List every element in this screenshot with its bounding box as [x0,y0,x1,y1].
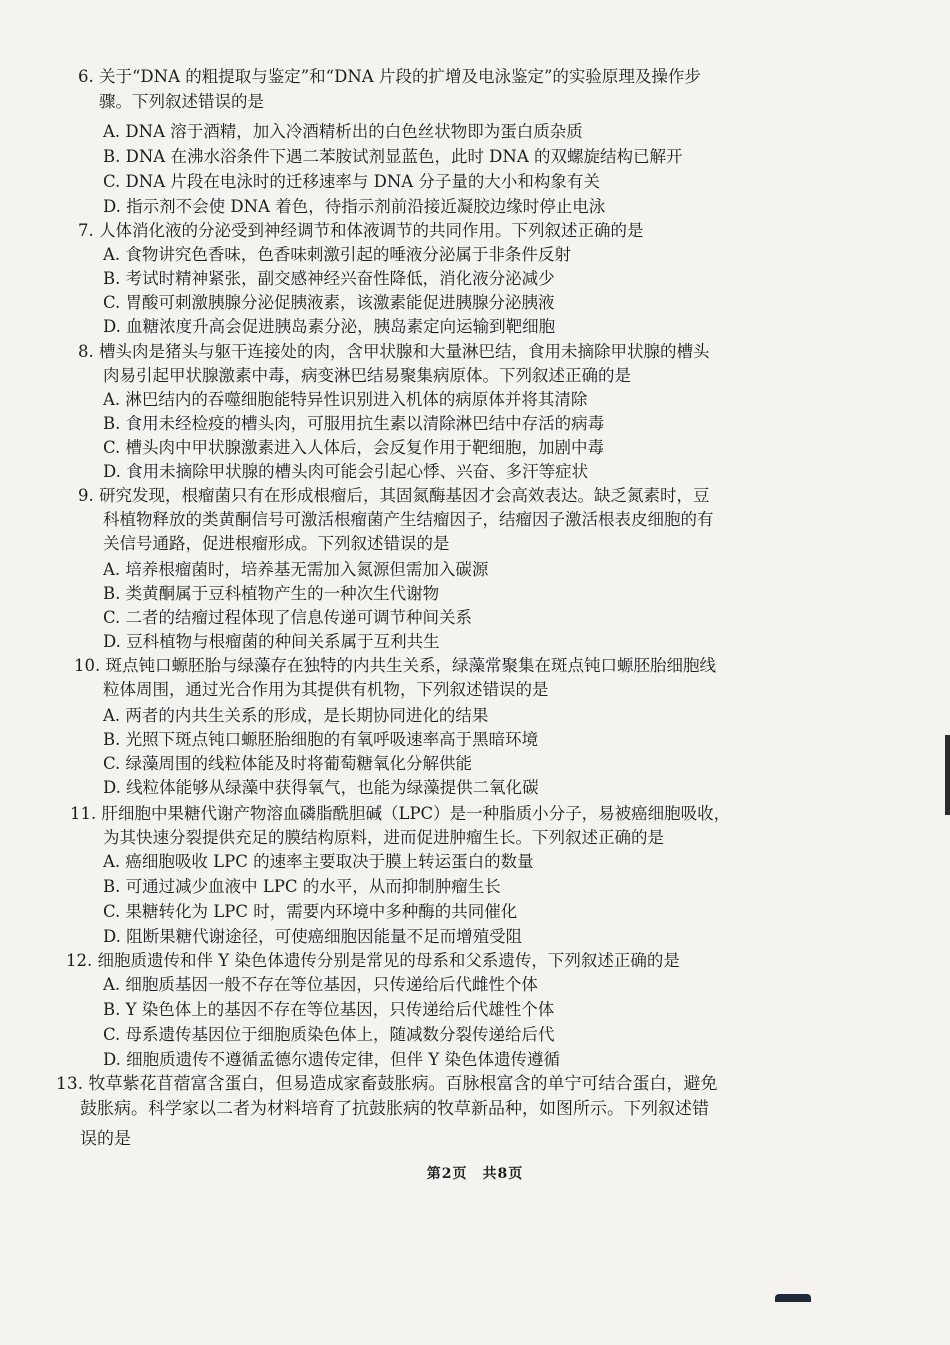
q8-option-a: A. 淋巴结内的吞噬细胞能特异性识别进入机体的病原体并将其清除 [103,390,588,409]
q8-option-d: D. 食用未摘除甲状腺的槽头肉可能会引起心悸、兴奋、多汗等症状 [103,462,589,481]
q10-option-a: A. 两者的内共生关系的形成，是长期协同进化的结果 [103,706,489,725]
q11-option-d: D. 阻断果糖代谢途径，可使癌细胞因能量不足而增殖受阻 [103,927,523,946]
q9-stem-line2: 科植物释放的类黄酮信号可激活根瘤菌产生结瘤因子，结瘤因子激活根表皮细胞的有 [103,510,714,529]
page-tab-mark [775,1294,811,1302]
q7-option-d: D. 血糖浓度升高会促进胰岛素分泌，胰岛素定向运输到靶细胞 [103,317,556,336]
q9-stem-line3: 关信号通路，促进根瘤形成。下列叙述错误的是 [103,534,450,553]
q6-option-c: C. DNA 片段在电泳时的迁移速率与 DNA 分子量的大小和构象有关 [103,172,600,191]
q10-option-d: D. 线粒体能够从绿藻中获得氧气，也能为绿藻提供二氧化碳 [103,778,539,797]
q8-stem-line2: 肉易引起甲状腺激素中毒，病变淋巴结易聚集病原体。下列叙述正确的是 [103,366,631,385]
q7-option-a: A. 食物讲究色香味，色香味刺激引起的唾液分泌属于非条件反射 [103,245,571,264]
q12-option-c: C. 母系遗传基因位于细胞质染色体上，随减数分裂传递给后代 [103,1025,555,1044]
q10-option-c: C. 绿藻周围的线粒体能及时将葡萄糖氧化分解供能 [103,754,473,773]
q10-stem-line1: 10. 斑点钝口螈胚胎与绿藻存在独特的内共生关系，绿藻常聚集在斑点钝口螈胚胎细胞线 [74,656,716,675]
q7-option-c: C. 胃酸可刺激胰腺分泌促胰液素，该激素能促进胰腺分泌胰液 [103,293,555,312]
q8-stem-line1: 8. 槽头肉是猪头与躯干连接处的肉，含甲状腺和大量淋巴结，食用未摘除甲状腺的槽头 [78,342,710,361]
q7-option-b: B. 考试时精神紧张，副交感神经兴奋性降低，消化液分泌减少 [103,269,555,288]
q12-stem-line1: 12. 细胞质遗传和伴 Y 染色体遗传分别是常见的母系和父系遗传，下列叙述正确的是 [66,951,680,970]
q13-stem-line1: 13. 牧草紫花苜蓿富含蛋白，但易造成家畜鼓胀病。百脉根富含的单宁可结合蛋白，避免 [56,1074,718,1094]
q9-stem-line1: 9. 研究发现，根瘤菌只有在形成根瘤后，其固氮酶基因才会高效表达。缺乏氮素时，豆 [78,486,710,505]
q11-option-c: C. 果糖转化为 LPC 时，需要内环境中多种酶的共同催化 [103,902,518,921]
q11-stem-line1: 11. 肝细胞中果糖代谢产物溶血磷脂酰胆碱（LPC）是一种脂质小分子，易被癌细胞吸收， [70,804,731,823]
q6-option-d: D. 指示剂不会使 DNA 着色，待指示剂前沿接近凝胶边缘时停止电泳 [103,197,606,216]
q8-option-b: B. 食用未经检疫的槽头肉，可服用抗生素以清除淋巴结中存活的病毒 [103,414,605,433]
q6-option-b: B. DNA 在沸水浴条件下遇二苯胺试剂显蓝色，此时 DNA 的双螺旋结构已解开 [103,147,683,166]
q13-stem-line3: 误的是 [80,1129,131,1149]
q12-option-d: D. 细胞质遗传不遵循孟德尔遗传定律，但伴 Y 染色体遗传遵循 [103,1050,561,1069]
q6-option-a: A. DNA 溶于酒精，加入冷酒精析出的白色丝状物即为蛋白质杂质 [103,122,583,141]
q11-stem-line2: 为其快速分裂提供充足的膜结构原料，进而促进肿瘤生长。下列叙述正确的是 [103,828,664,847]
q9-option-b: B. 类黄酮属于豆科植物产生的一种次生代谢物 [103,584,440,603]
q12-option-b: B. Y 染色体上的基因不存在等位基因，只传递给后代雄性个体 [103,1000,555,1019]
q6-stem-line1: 6. 关于“DNA 的粗提取与鉴定”和“DNA 片段的扩增及电泳鉴定”的实验原理及操作步 [78,67,701,86]
q9-option-a: A. 培养根瘤菌时，培养基无需加入氮源但需加入碳源 [103,560,489,579]
scan-edge-mark [945,735,950,815]
q7-stem-line1: 7. 人体消化液的分泌受到神经调节和体液调节的共同作用。下列叙述正确的是 [78,221,644,240]
q12-option-a: A. 细胞质基因一般不存在等位基因，只传递给后代雌性个体 [103,975,538,994]
page-footer: 第2页 共8页 [426,1166,524,1182]
q9-option-d: D. 豆科植物与根瘤菌的种间关系属于互利共生 [103,632,440,651]
q11-option-a: A. 癌细胞吸收 LPC 的速率主要取决于膜上转运蛋白的数量 [103,852,534,871]
q11-option-b: B. 可通过减少血液中 LPC 的水平，从而抑制肿瘤生长 [103,877,501,896]
q6-stem-line2: 骤。下列叙述错误的是 [99,92,264,111]
q10-option-b: B. 光照下斑点钝口螈胚胎细胞的有氧呼吸速率高于黑暗环境 [103,730,539,749]
q13-stem-line2: 鼓胀病。科学家以二者为材料培育了抗鼓胀病的牧草新品种，如图所示。下列叙述错 [80,1099,709,1119]
q8-option-c: C. 槽头肉中甲状腺激素进入人体后，会反复作用于靶细胞，加剧中毒 [103,438,605,457]
q9-option-c: C. 二者的结瘤过程体现了信息传递可调节种间关系 [103,608,473,627]
q10-stem-line2: 粒体周围，通过光合作用为其提供有机物，下列叙述错误的是 [103,680,549,699]
